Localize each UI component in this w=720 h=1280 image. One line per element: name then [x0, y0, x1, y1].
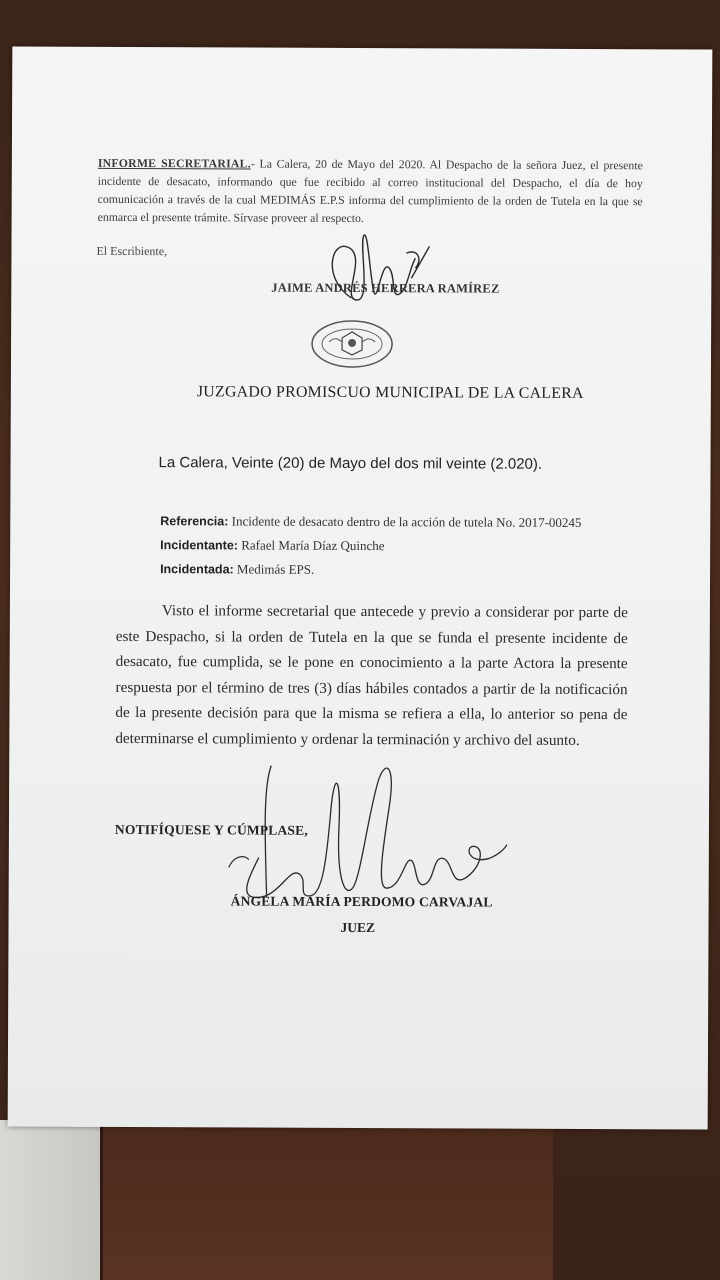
reference-value: Rafael María Díaz Quinche [241, 537, 385, 554]
date-line: La Calera, Veinte (20) de Mayo del dos mil veinte (2.020). [158, 454, 543, 473]
court-title: JUZGADO PROMISCUO MUNICIPAL DE LA CALERA [196, 383, 584, 402]
reference-line [160, 509, 581, 535]
clerk-name: JAIME ANDRÉS HERRERA RAMÍREZ [271, 280, 500, 296]
document-page [8, 46, 713, 1129]
reference-label: Referencia: [160, 514, 229, 529]
clerk-signature [311, 228, 441, 319]
body-text: Visto el informe secretarial que antecede y previo a considerar por parte de este Despacho, si la orden de Tutela en la que se funda el presente incidente de desacato, fue cumplida, se le pone en conocimiento a la parte Actora la presente respuesta por el término de tres (3) días hábiles contados a partir de la notificación de la presente decisión para que la misma se refiera a ella, lo anterior so pena de determinarse el cumplimiento y ordenar la terminación y archivo del asunto. [115, 602, 628, 749]
judge-title: JUEZ [340, 919, 376, 936]
reference-value: Incidente de desacato dentro de la acción de tutela No. 2017-00245 [231, 513, 582, 530]
secretarial-report [98, 154, 643, 228]
secretarial-report-lead: INFORME SECRETARIAL. [97, 155, 251, 171]
desk-edge [100, 1125, 553, 1280]
reference-value: Medimás EPS. [236, 561, 315, 577]
body-paragraph [115, 598, 628, 753]
reference-line [160, 557, 581, 583]
reference-line [160, 533, 581, 559]
closing-formula: NOTIFÍQUESE Y CÚMPLASE, [114, 821, 308, 838]
secretarial-report-text: - La Calera, 20 de Mayo del 2020. Al Despacho de la señora Juez, el presente incidente de desacato, informando que fue recibido al correo institucional del Despacho, el día de hoy comunicación a través de la cual MEDIMÁS E.P.S informa del cumplimiento de la orden de Tutela en la que se enmarca el presente trámite. Sírvase proveer al respecto. [97, 156, 643, 226]
clerk-label: El Escribiente, [96, 243, 168, 259]
reference-block [160, 509, 581, 583]
reference-label: Incidentada: [160, 562, 234, 577]
underlying-paper [0, 1120, 100, 1280]
reference-label: Incidentante: [160, 538, 239, 553]
court-seal-icon [309, 318, 395, 370]
judge-name: ÁNGELA MARÍA PERDOMO CARVAJAL [230, 893, 493, 910]
judge-signature [219, 747, 510, 908]
